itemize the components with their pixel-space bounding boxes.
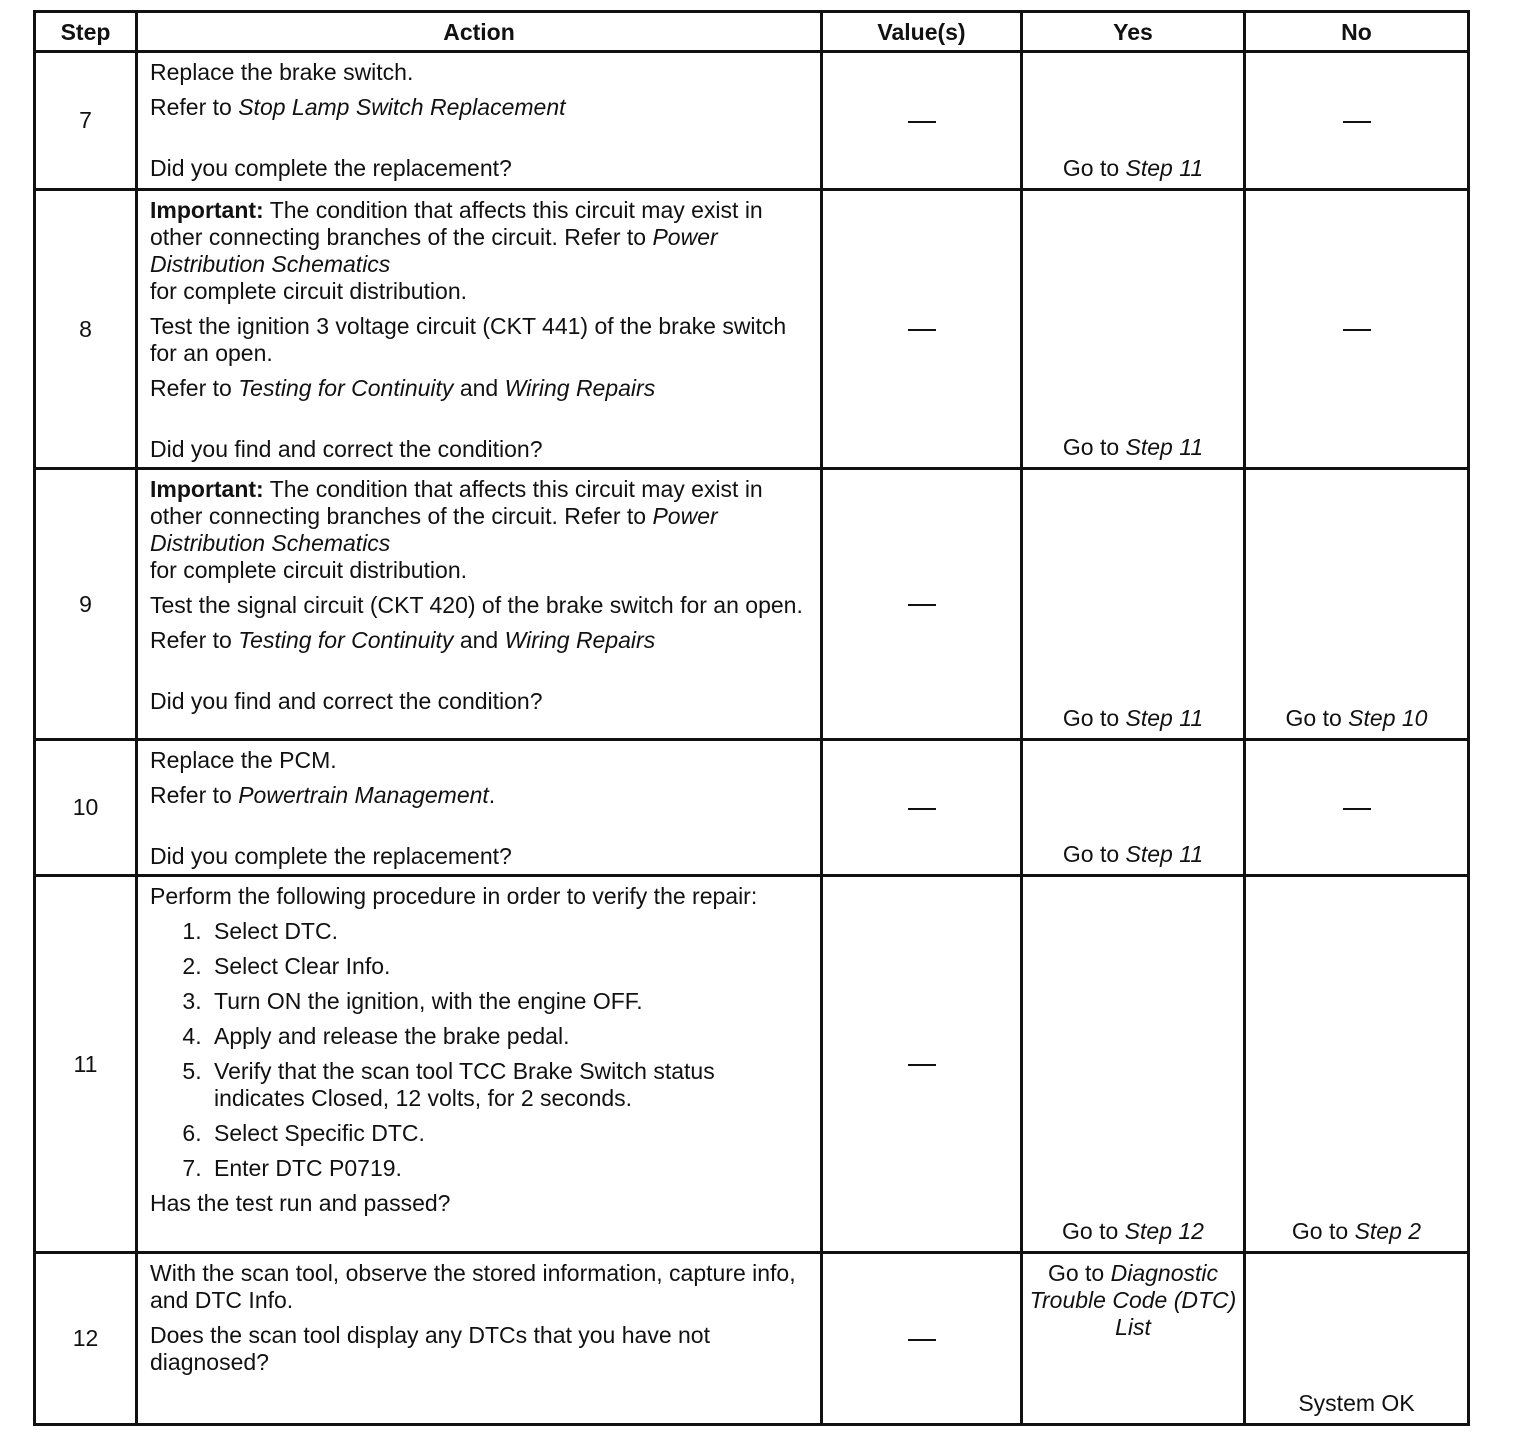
- action-reference: Refer to Testing for Continuity and Wiring Repairs: [150, 375, 656, 401]
- value-cell: [822, 190, 1022, 469]
- dash-mark: [908, 808, 936, 810]
- yes-step-link[interactable]: Step 11: [1125, 841, 1204, 867]
- header-step: Step: [35, 12, 137, 52]
- list-item: 3. Turn ON the ignition, with the engine OFF.: [208, 988, 810, 1015]
- procedure-list: [150, 918, 810, 1182]
- step-number: 9: [35, 469, 137, 740]
- table-row: [35, 1253, 1469, 1425]
- action-text: Replace the brake switch.: [150, 59, 414, 85]
- header-yes: Yes: [1022, 12, 1245, 52]
- action-text: Replace the PCM.: [150, 747, 337, 773]
- no-step-link[interactable]: Step 2: [1354, 1218, 1422, 1244]
- yes-step-link[interactable]: Step 11: [1125, 434, 1204, 460]
- yes-cell: Go to Diagnostic Trouble Code (DTC) List: [1022, 1253, 1245, 1425]
- no-cell: Go to Step 2: [1245, 876, 1469, 1253]
- yes-cell: Go to Step 11: [1022, 740, 1245, 876]
- action-cell: [137, 190, 822, 469]
- table-row: [35, 876, 1469, 1253]
- dash-mark: [908, 604, 936, 606]
- yes-step-link[interactable]: Step 11: [1125, 155, 1204, 181]
- yes-step-link[interactable]: Step 12: [1124, 1218, 1204, 1244]
- diagnostic-table: [33, 10, 1470, 1426]
- important-note: Important: The condition that affects this circuit may exist in other connecting branches of the circuit. Refer to Power Distribution Schematics for complete circuit distribution.: [150, 197, 763, 304]
- action-question: Does the scan tool display any DTCs that you have not diagnosed?: [150, 1322, 710, 1375]
- yes-step-link[interactable]: Step 11: [1125, 705, 1204, 731]
- dash-mark: [1343, 329, 1371, 331]
- dash-mark: [908, 1339, 936, 1341]
- action-cell: [137, 52, 822, 190]
- action-reference: Refer to Powertrain Management.: [150, 782, 496, 808]
- yes-cell: Go to Step 11: [1022, 190, 1245, 469]
- action-text: Test the signal circuit (CKT 420) of the brake switch for an open.: [150, 592, 803, 618]
- header-values: Value(s): [822, 12, 1022, 52]
- action-cell: [137, 1253, 822, 1425]
- step-number: 10: [35, 740, 137, 876]
- yes-dtc-list-link[interactable]: Diagnostic Trouble Code (DTC) List: [1029, 1260, 1237, 1340]
- value-cell: [822, 52, 1022, 190]
- no-cell: [1245, 1253, 1469, 1425]
- dash-mark: [1343, 121, 1371, 123]
- table-row: [35, 190, 1469, 469]
- value-cell: [822, 740, 1022, 876]
- list-item: 6. Select Specific DTC.: [208, 1120, 810, 1147]
- action-question: Has the test run and passed?: [150, 1190, 451, 1216]
- dash-mark: [1343, 808, 1371, 810]
- dash-mark: [908, 121, 936, 123]
- action-cell: [137, 876, 822, 1253]
- action-reference: Refer to Testing for Continuity and Wiring Repairs: [150, 627, 656, 653]
- action-cell: [137, 740, 822, 876]
- step-number: 8: [35, 190, 137, 469]
- value-cell: [822, 876, 1022, 1253]
- important-note: Important: The condition that affects this circuit may exist in other connecting branches of the circuit. Refer to Power Distribution Schematics for complete circuit distribution.: [150, 476, 763, 583]
- system-ok-text: System OK: [1298, 1390, 1415, 1416]
- action-question: Did you find and correct the condition?: [150, 436, 543, 462]
- list-item: 4. Apply and release the brake pedal.: [208, 1023, 810, 1050]
- yes-cell: Go to Step 12: [1022, 876, 1245, 1253]
- no-cell: [1245, 190, 1469, 469]
- no-step-link[interactable]: Step 10: [1348, 705, 1428, 731]
- value-cell: [822, 469, 1022, 740]
- list-item: 5. Verify that the scan tool TCC Brake Switch status indicates Closed, 12 volts, for 2 seconds.: [208, 1058, 810, 1112]
- action-cell: [137, 469, 822, 740]
- dash-mark: [908, 329, 936, 331]
- action-question: Did you complete the replacement?: [150, 843, 512, 869]
- no-cell: [1245, 740, 1469, 876]
- action-text: With the scan tool, observe the stored information, capture info, and DTC Info.: [150, 1260, 796, 1313]
- step-number: 11: [35, 876, 137, 1253]
- list-item: 2. Select Clear Info.: [208, 953, 810, 980]
- header-no: No: [1245, 12, 1469, 52]
- dash-mark: [908, 1064, 936, 1066]
- step-number: 7: [35, 52, 137, 190]
- list-item: 7. Enter DTC P0719.: [208, 1155, 810, 1182]
- yes-cell: Go to Step 11: [1022, 469, 1245, 740]
- yes-cell: Go to Step 11: [1022, 52, 1245, 190]
- header-row: [35, 12, 1469, 52]
- action-text: Test the ignition 3 voltage circuit (CKT 441) of the brake switch for an open.: [150, 313, 787, 366]
- header-action: Action: [137, 12, 822, 52]
- table-row: [35, 469, 1469, 740]
- action-question: Did you find and correct the condition?: [150, 688, 543, 714]
- list-item: 1. Select DTC.: [208, 918, 810, 945]
- no-cell: Go to Step 10: [1245, 469, 1469, 740]
- no-cell: [1245, 52, 1469, 190]
- action-reference: Refer to Stop Lamp Switch Replacement: [150, 94, 566, 120]
- step-number: 12: [35, 1253, 137, 1425]
- table-row: [35, 52, 1469, 190]
- action-text: Perform the following procedure in order to verify the repair:: [150, 883, 758, 909]
- action-question: Did you complete the replacement?: [150, 155, 512, 181]
- value-cell: [822, 1253, 1022, 1425]
- table-row: [35, 740, 1469, 876]
